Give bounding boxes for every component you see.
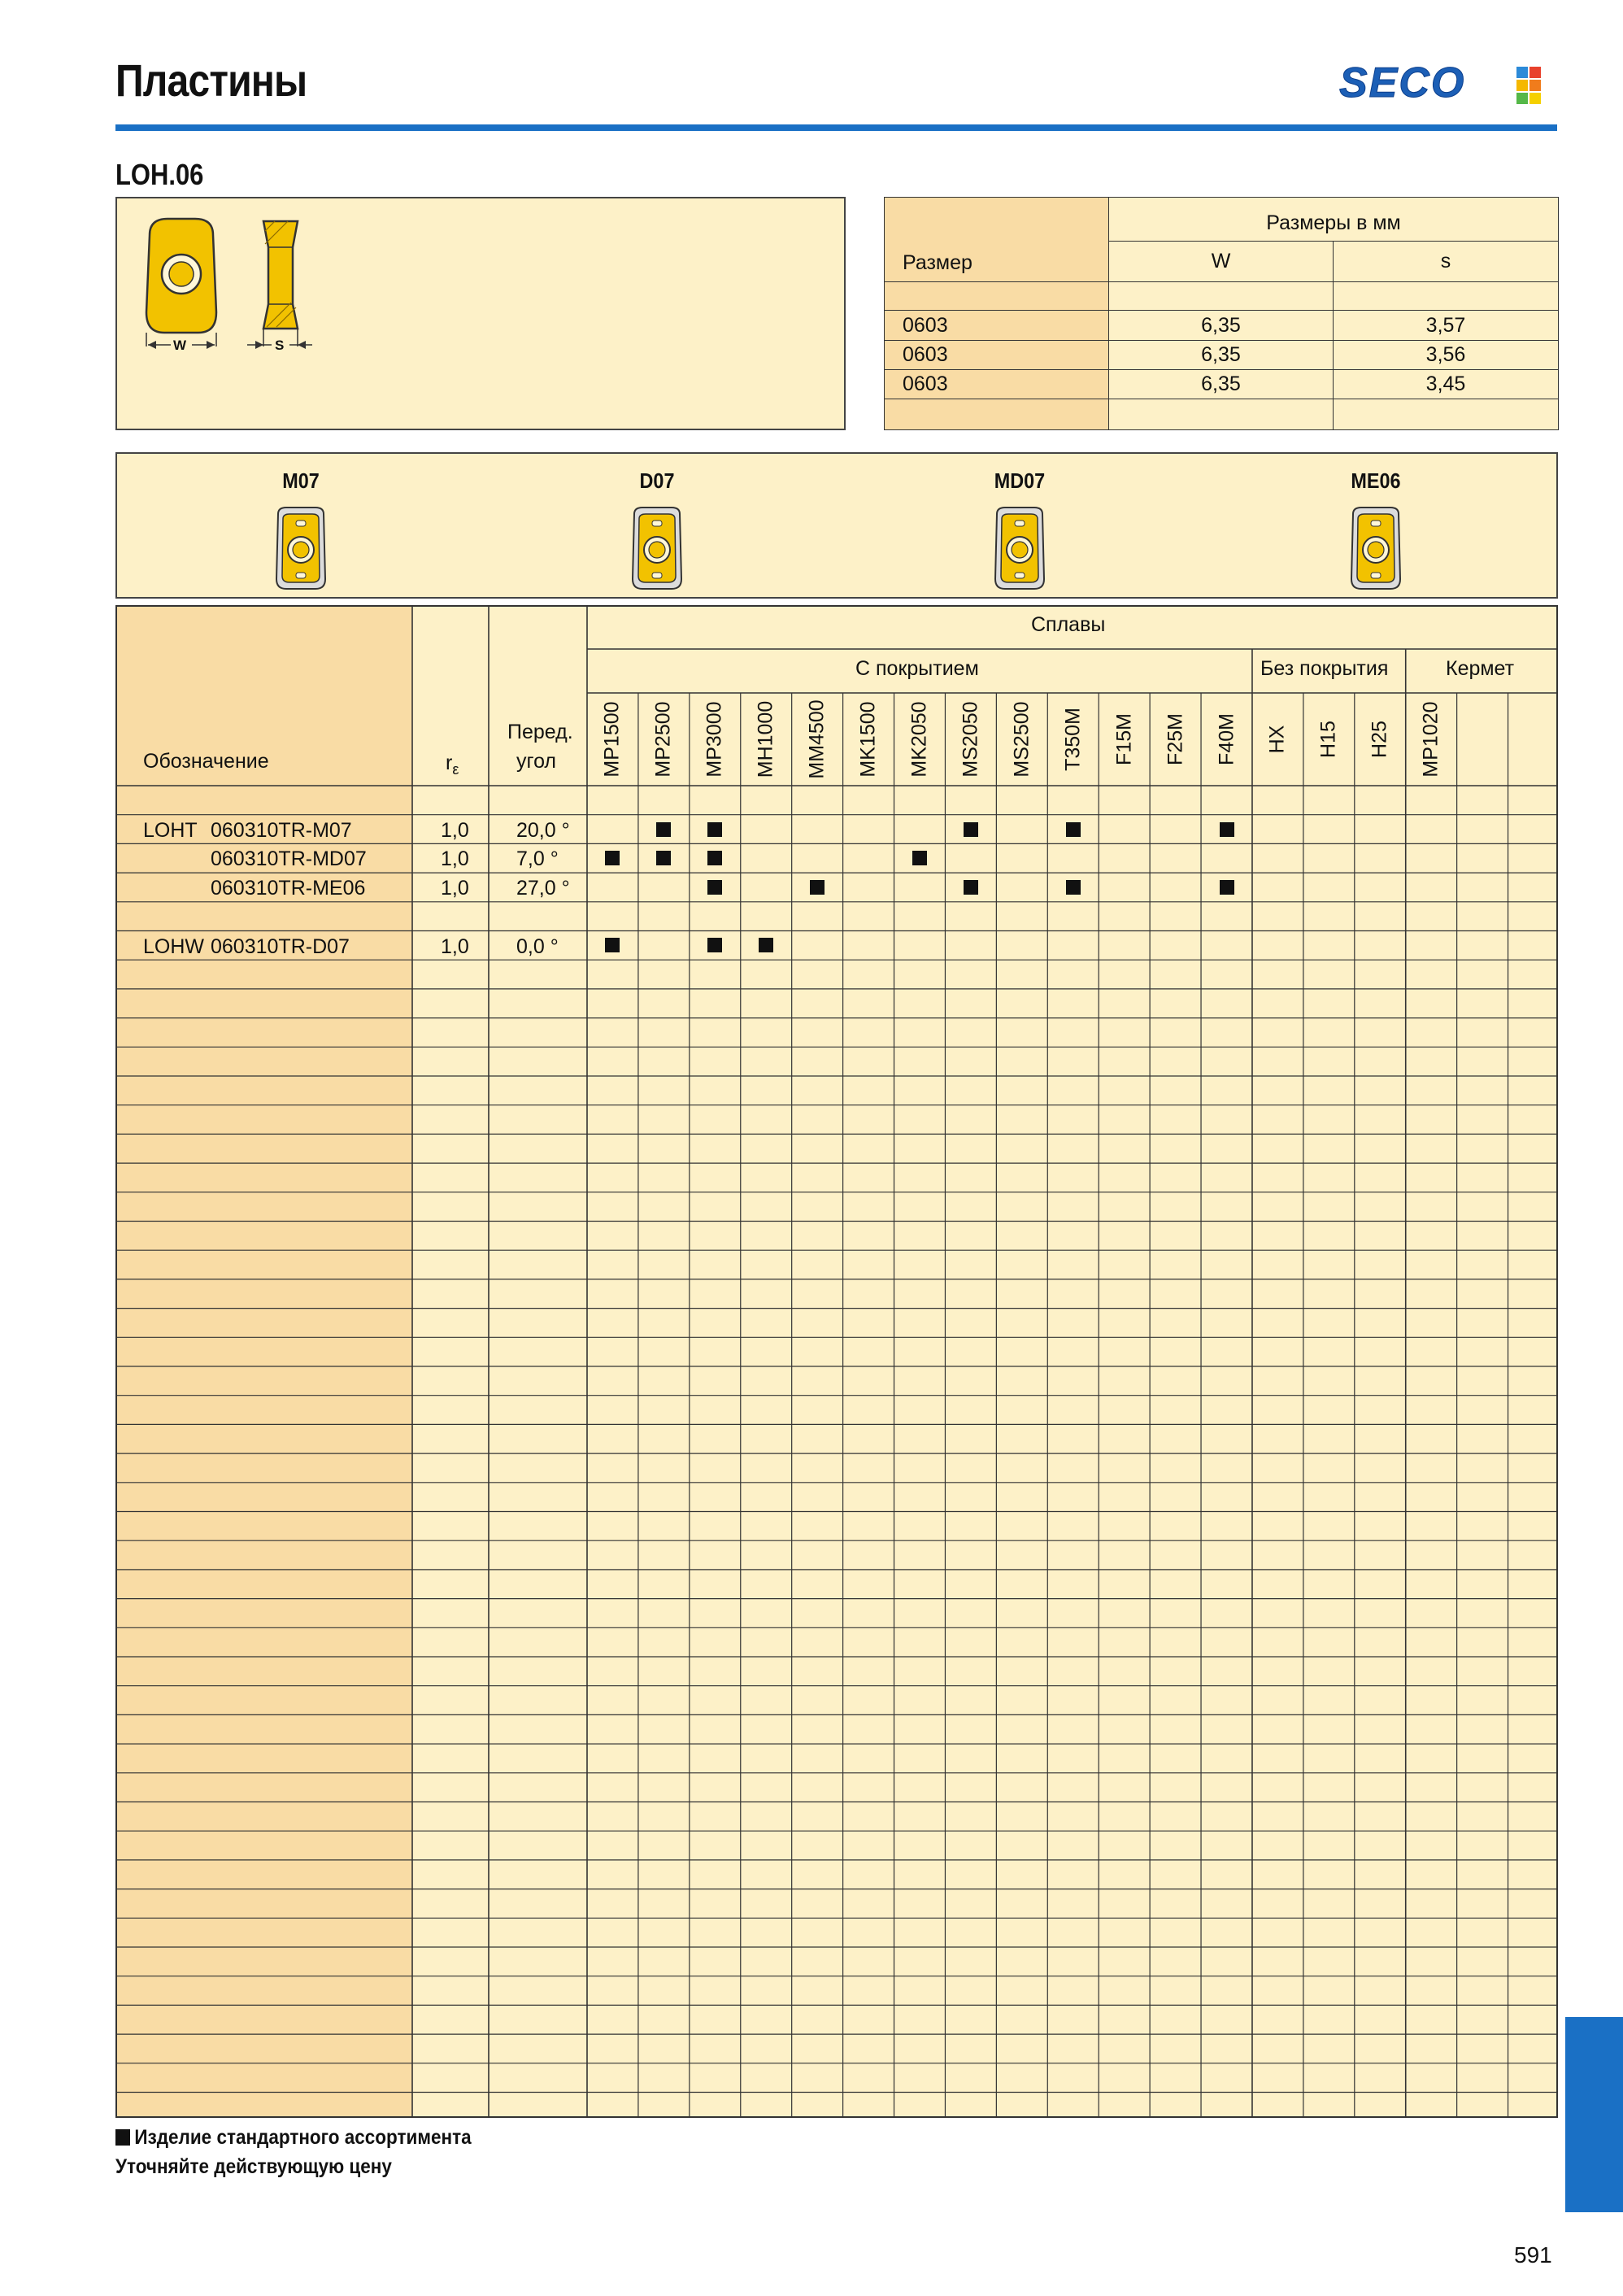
insert-icon (987, 504, 1052, 594)
designation-header: Обозначение (143, 750, 269, 773)
grade-label: H25 (1368, 721, 1391, 758)
grade-label: H15 (1316, 721, 1340, 758)
geometry-label: M07 (282, 468, 320, 493)
logo-square-icon (1516, 67, 1528, 78)
grades-table (115, 605, 1558, 2118)
standard-mark-icon (115, 2129, 130, 2146)
grade-label: T350M (1061, 708, 1085, 771)
radius-subscript: ε (452, 761, 459, 778)
w-value: 6,35 (1109, 340, 1334, 369)
geometry-label: D07 (639, 468, 675, 493)
coated-header: С покрытием (855, 657, 979, 680)
geometry-label: ME06 (1351, 468, 1401, 493)
standard-mark-icon (707, 880, 722, 895)
row-angle: 27,0 ° (516, 877, 570, 900)
standard-mark-icon (605, 851, 620, 865)
size-spacer (885, 282, 1109, 311)
standard-mark-icon (810, 880, 825, 895)
angle-header-line2: угол (516, 750, 557, 773)
grade-label: MK1500 (856, 701, 880, 778)
row-angle: 7,0 ° (516, 847, 559, 871)
dims-header: Размеры в мм (1109, 198, 1559, 242)
standard-mark-icon (656, 822, 671, 837)
page-title: Пластины (115, 54, 307, 106)
standard-mark-icon (1066, 880, 1081, 895)
logo-square-icon (1529, 93, 1541, 104)
logo-square-icon (1516, 93, 1528, 104)
insert-icon (624, 504, 690, 594)
row-prefix: LOHT (143, 818, 198, 842)
geometry-label: MD07 (994, 468, 1046, 493)
row-radius: 1,0 (441, 818, 469, 842)
row-angle: 0,0 ° (516, 935, 559, 958)
s-value: 3,45 (1334, 369, 1559, 399)
row-code: 060310TR-MD07 (211, 847, 367, 871)
logo-square-icon (1516, 80, 1528, 91)
standard-mark-icon (759, 938, 773, 952)
insert-drawing-panel (115, 197, 846, 430)
standard-mark-icon (656, 851, 671, 865)
grade-label: MP1020 (1419, 701, 1442, 778)
row-code: 060310TR-M07 (211, 818, 352, 842)
row-code: 060310TR-ME06 (211, 877, 366, 900)
row-code: 060310TR-D07 (211, 935, 350, 958)
alloys-header: Сплавы (1031, 613, 1106, 636)
standard-mark-icon (1220, 822, 1234, 837)
grade-label: F40M (1215, 713, 1238, 765)
w-value: 6,35 (1109, 369, 1334, 399)
logo-square-icon (1529, 80, 1541, 91)
size-value: 0603 (885, 340, 1109, 369)
grade-label: MK2050 (907, 701, 931, 778)
s-value: 3,57 (1334, 311, 1559, 340)
w-value: 6,35 (1109, 311, 1334, 340)
standard-mark-icon (707, 938, 722, 952)
size-spacer (1109, 399, 1334, 429)
s-value: 3,56 (1334, 340, 1559, 369)
size-row (885, 340, 1559, 369)
standard-mark-icon (1220, 880, 1234, 895)
geometry-panel (115, 452, 1558, 599)
insert-drawing (117, 198, 847, 432)
grade-label: MP3000 (703, 701, 726, 778)
logo-text: SECO (1339, 59, 1466, 107)
grade-label: MH1000 (754, 700, 777, 778)
insert-icon (1343, 504, 1408, 594)
size-value: 0603 (885, 311, 1109, 340)
row-radius: 1,0 (441, 877, 469, 900)
size-spacer (1109, 282, 1334, 311)
row-radius: 1,0 (441, 935, 469, 958)
standard-mark-icon (707, 822, 722, 837)
footnote-standard-text: Изделие стандартного ассортимента (134, 2126, 472, 2149)
row-radius: 1,0 (441, 847, 469, 871)
size-spacer (885, 399, 1109, 429)
grade-label: MS2050 (959, 701, 982, 778)
standard-mark-icon (605, 938, 620, 952)
grade-label: F15M (1112, 713, 1136, 765)
insert-icon (268, 504, 333, 594)
page-number: 591 (1514, 2242, 1552, 2268)
s-header: s (1334, 242, 1559, 282)
grade-label: MS2500 (1010, 701, 1033, 778)
dimension-label-w: W (173, 338, 187, 353)
w-header: W (1109, 242, 1334, 282)
size-spacer (1334, 282, 1559, 311)
section-code: LOH.06 (115, 158, 204, 191)
uncoated-header: Без покрытия (1260, 657, 1389, 680)
dimension-label-s: S (275, 338, 285, 353)
grade-label: F25M (1164, 713, 1187, 765)
grade-label: HX (1265, 725, 1289, 754)
side-tab (1565, 2017, 1623, 2212)
standard-mark-icon (912, 851, 927, 865)
size-value: 0603 (885, 369, 1109, 399)
seco-logo (1339, 59, 1551, 107)
size-row (885, 311, 1559, 340)
radius-header: $r_\varepsilon$ (446, 752, 459, 778)
size-spacer (1334, 399, 1559, 429)
footnote-standard (115, 2126, 472, 2150)
size-row (885, 369, 1559, 399)
row-angle: 20,0 ° (516, 818, 570, 842)
footnote-price: Уточняйте действующую цену (115, 2155, 392, 2178)
cermet-header: Кермет (1446, 657, 1515, 680)
logo-square-icon (1529, 67, 1541, 78)
angle-header-line1: Перед. (507, 721, 573, 743)
title-rule (115, 124, 1557, 131)
size-header: Размер (885, 198, 1109, 282)
row-prefix: LOHW (143, 935, 204, 958)
grade-label: MP1500 (600, 701, 624, 778)
grade-label: MP2500 (651, 701, 675, 778)
standard-mark-icon (964, 880, 978, 895)
standard-mark-icon (1066, 822, 1081, 837)
standard-mark-icon (707, 851, 722, 865)
standard-mark-icon (964, 822, 978, 837)
grade-label: MM4500 (805, 699, 829, 779)
size-table (884, 197, 1559, 430)
